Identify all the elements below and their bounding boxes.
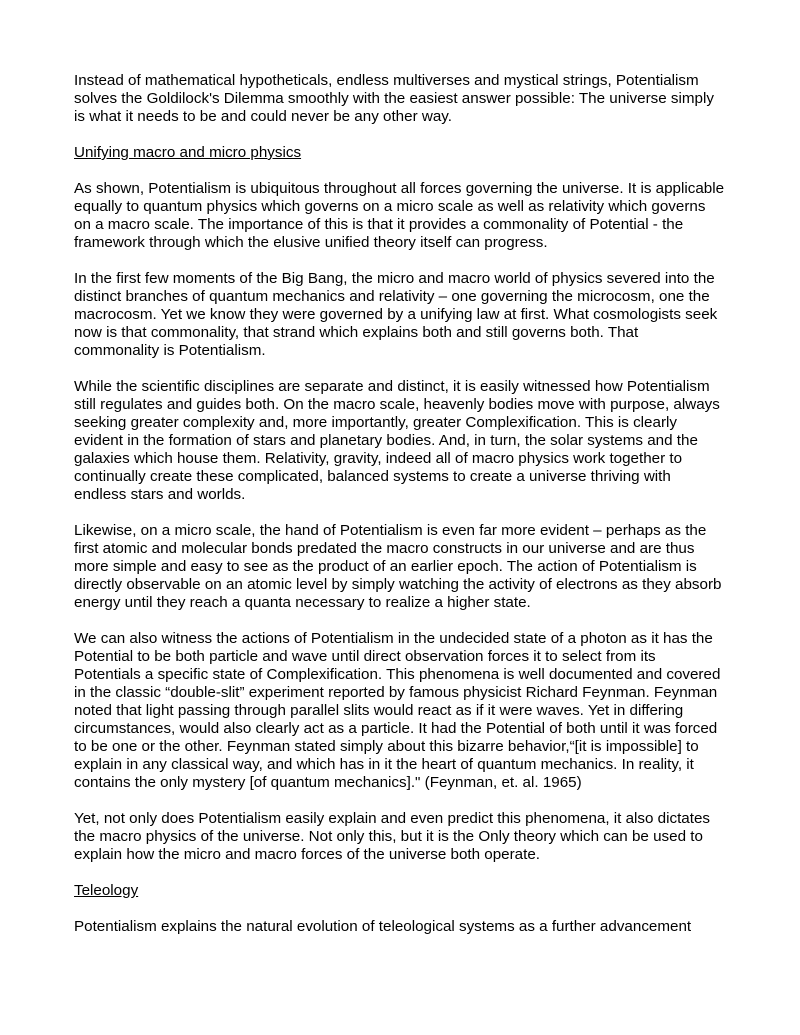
section-heading-unifying: Unifying macro and micro physics — [74, 144, 302, 161]
paragraph-photon: We can also witness the actions of Potentialism in the undecided state of a photon as it has the Potential to be both particle and wave until direct observation forces it to select from its Potentials a specific state of Complexification. This phenomena is well documented and covered in the classic “double-slit” experiment reported by famous physicist Richard Feynman. Feynman noted that light passing through parallel slits would react as if it were waves. Yet in differing circumstances, would also clearly act as a particle. It had the Potential of both until it was forced to be one or the other. Feynman stated simply about this bizarre behavior,“[it is impossible] to explain in any classical way, and which has in it the heart of quantum mechanics. In reality, it contains the only mystery [of quantum mechanics]." (Feynman, et. al. 1965) — [74, 630, 721, 791]
document-page — [74, 72, 726, 954]
section-heading-teleology: Teleology — [74, 882, 139, 899]
paragraph-predict: Yet, not only does Potentialism easily explain and even predict this phenomena, it also dictates the macro physics of the universe. Not only this, but it is the Only theory which can be used to explain how the micro and macro forces of the universe both operate. — [74, 810, 711, 863]
paragraph-micro-scale: Likewise, on a micro scale, the hand of Potentialism is even far more evident – perhaps as the first atomic and molecular bonds predated the macro constructs in our universe and are thus more simple and easy to see as the product of an earlier epoch. The action of Potentialism is directly observable on an atomic level by simply watching the activity of electrons as they absorb energy until they reach a quanta necessary to realize a higher state. — [74, 522, 722, 611]
paragraph-disciplines: While the scientific disciplines are separate and distinct, it is easily witnessed how Potentialism still regulates and guides both. On the macro scale, heavenly bodies move with purpose, always seeking greater complexity and, more importantly, greater Complexification. This is clearly evident in the formation of stars and planetary bodies. And, in turn, the solar systems and the galaxies which house them. Relativity, gravity, indeed all of macro physics work together to continually create these complicated, balanced systems to create a universe thriving with endless stars and worlds. — [74, 378, 720, 503]
paragraph-big-bang: In the first few moments of the Big Bang, the micro and macro world of physics severed into the distinct branches of quantum mechanics and relativity – one governing the microcosm, one the macrocosm. Yet we know they were governed by a unifying law at first. What cosmologists seek now is that commonality, that strand which explains both and still governs both. That commonality is Potentialism. — [74, 270, 718, 359]
paragraph-ubiquitous: As shown, Potentialism is ubiquitous throughout all forces governing the universe. It is applicable equally to quantum physics which governs on a micro scale as well as relativity which governs on a macro scale. The importance of this is that it provides a commonality of Potential - the framework through which the elusive unified theory itself can progress. — [74, 180, 725, 251]
paragraph-intro: Instead of mathematical hypotheticals, endless multiverses and mystical strings, Potentialism solves the Goldilock's Dilemma smoothly with the easiest answer possible: The universe simply is what it needs to be and could never be any other way. — [74, 72, 714, 125]
paragraph-teleology: Potentialism explains the natural evolution of teleological systems as a further advancement — [74, 918, 692, 935]
